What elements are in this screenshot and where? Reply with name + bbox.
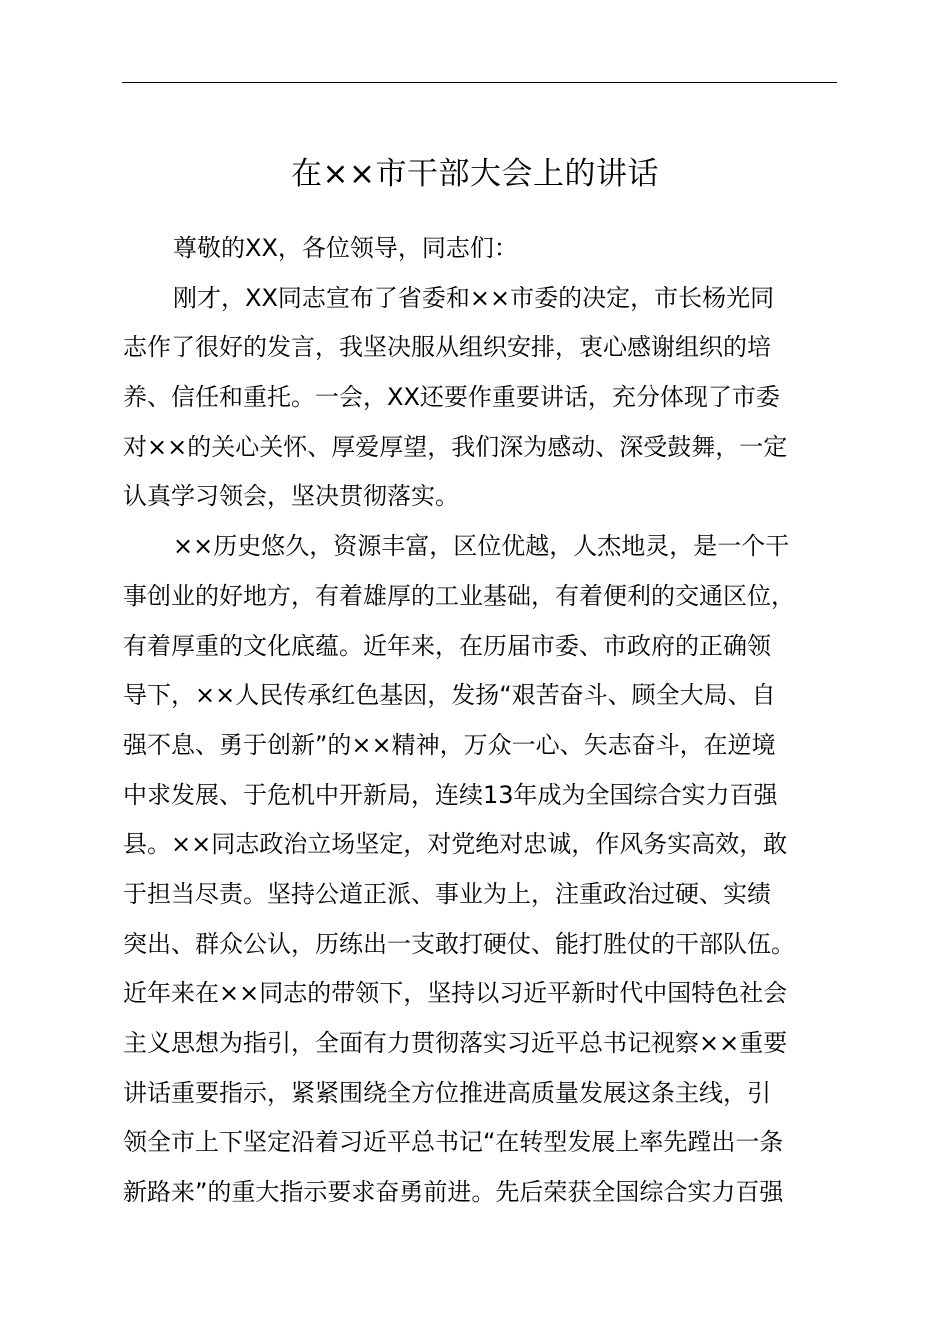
document-title: 在××市干部大会上的讲话 (291, 156, 659, 192)
paragraph-line: 近年来在××同志的带领下，坚持以习近平新时代中国特色社会 (123, 979, 788, 1008)
paragraph-line: 于担当尽责。坚持公道正派、事业为上，注重政治过硬、实绩 (123, 879, 771, 908)
paragraph-line: 新路来”的重大指示要求奋勇前进。先后荣获全国综合实力百强 (123, 1178, 784, 1207)
paragraph-line: 强不息、勇于创新”的××精神，万众一心、矢志奋斗，在逆境 (123, 730, 776, 759)
salutation-line: 尊敬的XX，各位领导，同志们： (173, 234, 518, 262)
paragraph-line: 对××的关心关怀、厚爱厚望，我们深为感动、深受鼓舞，一定 (123, 432, 788, 461)
paragraph-line: ××历史悠久，资源丰富，区位优越，人杰地灵，是一个干 (173, 532, 790, 561)
paragraph-line: 有着厚重的文化底蕴。近年来，在历届市委、市政府的正确领 (123, 631, 771, 660)
paragraph-line: 养、信任和重托。一会，XX还要作重要讲话，充分体现了市委 (123, 383, 780, 412)
paragraph-line: 导下，××人民传承红色基因，发扬“艰苦奋斗、顾全大局、自 (123, 681, 776, 710)
paragraph-line: 突出、群众公认，历练出一支敢打硬仗、能打胜仗的干部队伍。 (123, 929, 795, 958)
paragraph-line: 领全市上下坚定沿着习近平总书记“在转型发展上率先蹚出一条 (123, 1128, 784, 1157)
paragraph-line: 讲话重要指示，紧紧围绕全方位推进高质量发展这条主线，引 (123, 1078, 771, 1107)
document-body (123, 224, 863, 1218)
paragraph-line: 中求发展、于危机中开新局，连续13年成为全国综合实力百强 (123, 780, 778, 809)
paragraph-line: 事创业的好地方，有着雄厚的工业基础，有着便利的交通区位， (123, 581, 795, 610)
paragraph-line: 志作了很好的发言，我坚决服从组织安排，衷心感谢组织的培 (123, 333, 771, 362)
header-rule (122, 82, 837, 83)
paragraph-line: 刚才，XX同志宣布了省委和××市委的决定，市长杨光同 (173, 283, 775, 312)
paragraph-line: 县。××同志政治立场坚定，对党绝对忠诚，作风务实高效，敢 (123, 830, 788, 859)
paragraph-line: 主义思想为指引，全面有力贯彻落实习近平总书记视察××重要 (123, 1029, 788, 1057)
paragraph-line: 认真学习领会，坚决贯彻落实。 (123, 482, 459, 511)
